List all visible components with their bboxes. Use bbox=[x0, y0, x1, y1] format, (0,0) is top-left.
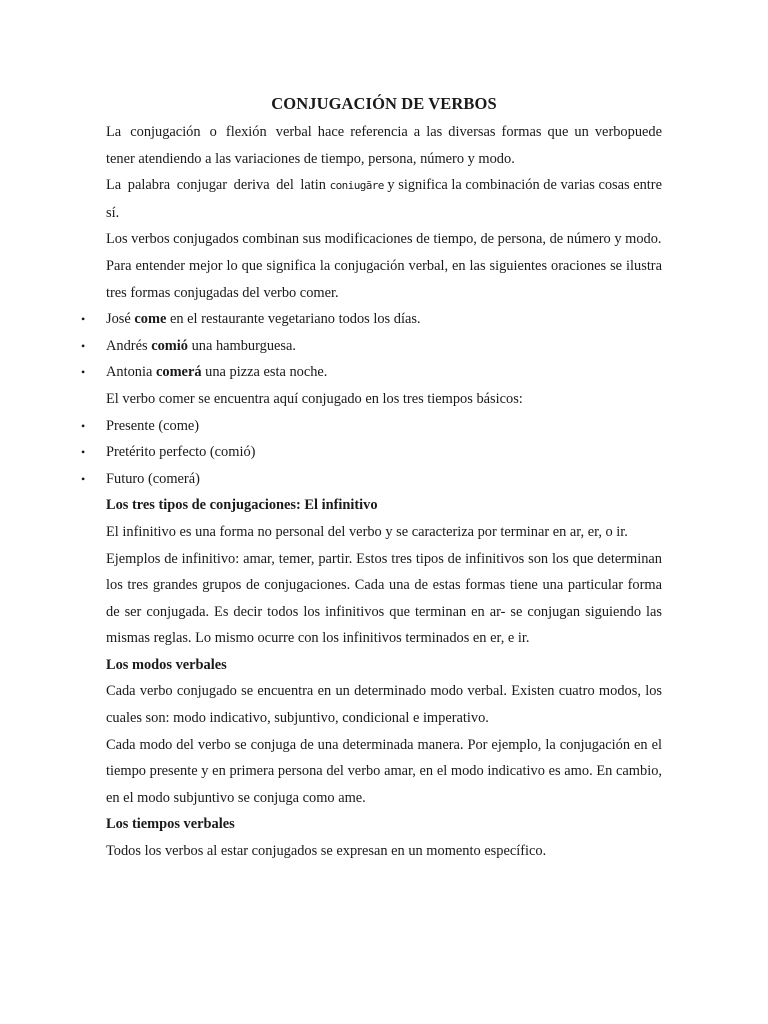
list-item bbox=[81, 306, 662, 333]
intro-paragraph-1-prefix: La conjugación o flexión verbal bbox=[106, 124, 312, 140]
list-item bbox=[81, 466, 662, 493]
example-subject: Antonia bbox=[106, 364, 153, 381]
infinitivo-paragraph-1: El infinitivo es una forma no personal del verbo y se caracteriza por terminar en ar, er, o ir. bbox=[106, 523, 628, 540]
intro-paragraph-2 bbox=[106, 172, 662, 226]
list-item bbox=[81, 333, 662, 360]
list-item bbox=[81, 439, 662, 466]
list-item bbox=[81, 359, 662, 386]
examples-list bbox=[81, 306, 662, 386]
section-heading-tiempos: Los tiempos verbales bbox=[106, 816, 235, 833]
modos-paragraph-1: Cada verbo conjugado se encuentra en un determinado modo verbal. Existen cuatro modos, los cuales son: modo indicativo, subjuntivo, condicional e imperativo. bbox=[106, 683, 662, 727]
example-subject: José bbox=[106, 311, 131, 328]
intro-paragraph-1-rest: hace referencia a las diversas formas que un verbopuede tener atendiendo a las variaciones de tiempo, persona, número y modo. bbox=[106, 124, 662, 167]
tiempos-intro: El verbo comer se encuentra aquí conjugado en los tres tiempos básicos: bbox=[106, 390, 523, 407]
bullet-icon: • bbox=[81, 445, 86, 460]
example-rest: una pizza esta noche. bbox=[205, 364, 328, 381]
intro-paragraph-2-before: La palabra conjugar deriva del latin bbox=[106, 177, 326, 194]
intro-paragraph-3: Los verbos conjugados combinan sus modificaciones de tiempo, de persona, de número y modo. bbox=[106, 231, 662, 248]
example-subject: Andrés bbox=[106, 337, 148, 354]
intro-paragraph-2-after: y significa la combinación de varias cosas entre sí. bbox=[106, 177, 662, 221]
section-heading-modos: Los modos verbales bbox=[106, 656, 227, 673]
infinitivo-paragraph-2: Ejemplos de infinitivo: amar, temer, partir. Estos tres tipos de infinitivos son los que determinan los tres grandes grupos de conjugaciones. Cada una de estas formas tiene una particular forma de ser conjugada. Es decir todos los infinitivos que terminan en ar- se conjugan siguiendo las mismas reglas. Lo mismo ocurre con los infinitivos terminados en er, e ir. bbox=[106, 550, 662, 647]
document-title: CONJUGACIÓN DE VERBOS bbox=[271, 94, 497, 113]
tiempos-paragraph-1: Todos los verbos al estar conjugados se expresan en un momento específico. bbox=[106, 843, 547, 860]
example-verb: come bbox=[134, 311, 167, 328]
list-item bbox=[81, 413, 662, 440]
latin-word: coniugāre bbox=[329, 179, 384, 193]
bullet-icon: • bbox=[81, 338, 86, 353]
intro-paragraph-4: Para entender mejor lo que significa la conjugación verbal, en las siguientes oraciones se ilustra tres formas conjugadas del verbo comer. bbox=[106, 257, 662, 301]
modos-paragraph-2: Cada modo del verbo se conjuga de una determinada manera. Por ejemplo, la conjugación en el tiempo presente y en primera persona del verbo amar, en el modo indicativo es amo. En cambio, en el modo subjuntivo se conjuga como ame. bbox=[106, 736, 662, 806]
example-rest: una hamburguesa. bbox=[191, 337, 296, 354]
bullet-icon: • bbox=[81, 471, 86, 486]
bullet-icon: • bbox=[81, 418, 86, 433]
example-rest: en el restaurante vegetariano todos los días. bbox=[169, 311, 421, 328]
intro-paragraph-1 bbox=[106, 119, 662, 172]
section-heading-infinitivo: Los tres tipos de conjugaciones: El infinitivo bbox=[106, 497, 378, 514]
example-verb: comió bbox=[151, 337, 188, 354]
tiempo-label: Pretérito perfecto (comió) bbox=[106, 444, 256, 461]
tiempo-label: Futuro (comerá) bbox=[106, 470, 200, 487]
example-verb: comerá bbox=[155, 364, 202, 381]
bullet-icon: • bbox=[81, 365, 86, 380]
tiempos-list bbox=[81, 413, 662, 493]
bullet-icon: • bbox=[81, 312, 86, 327]
tiempo-label: Presente (come) bbox=[106, 417, 200, 434]
